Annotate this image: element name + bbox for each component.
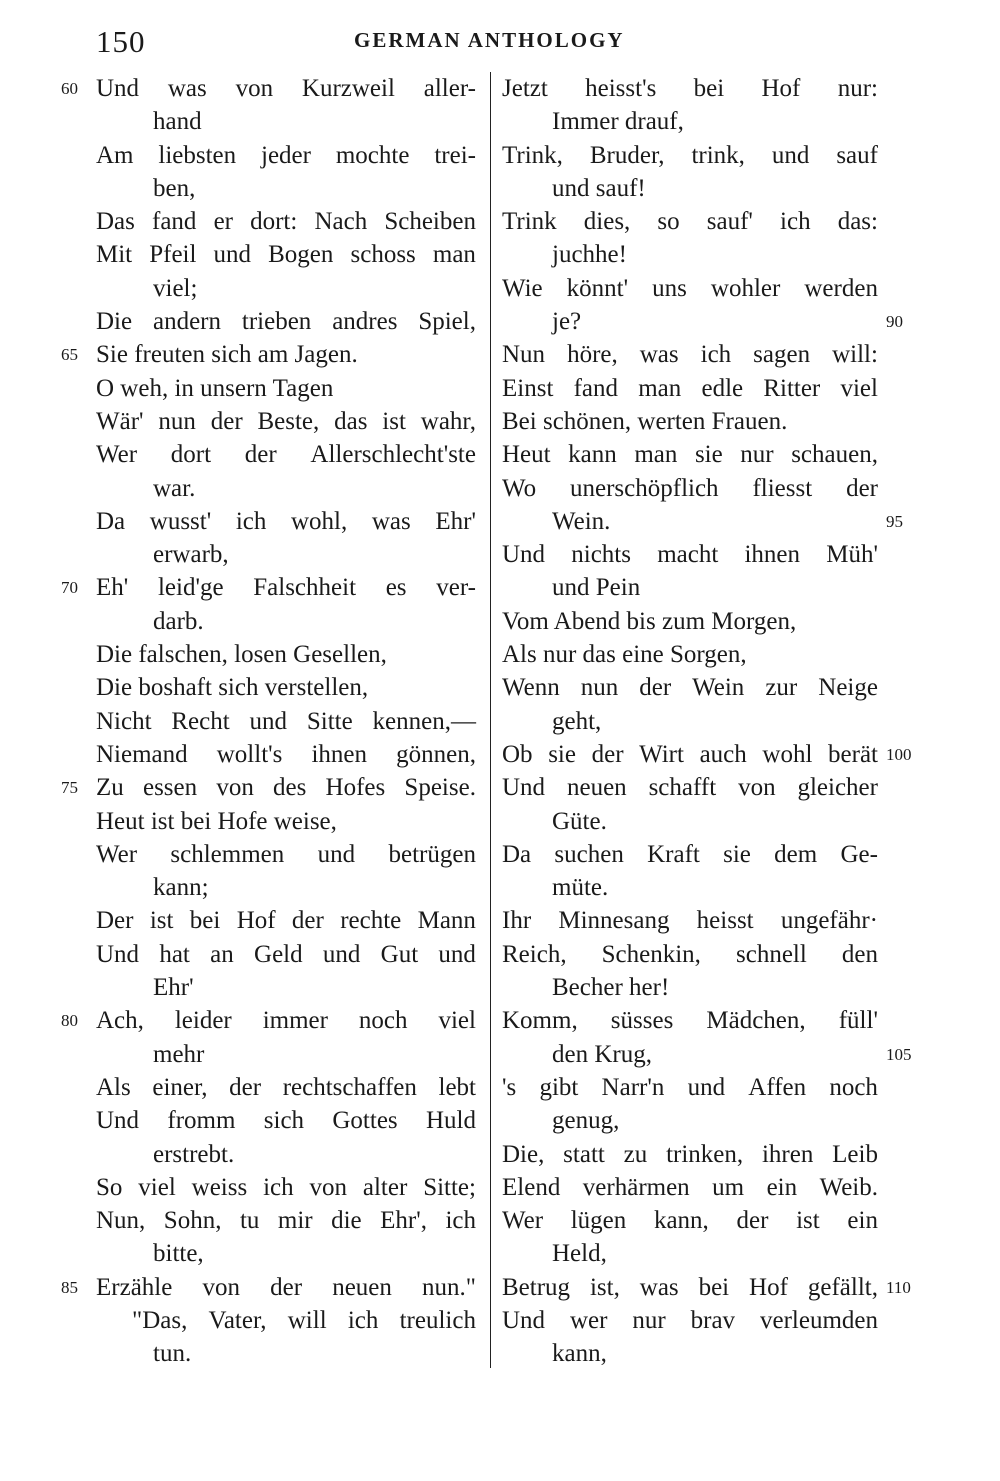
poem-line — [0, 139, 490, 172]
line-number: 60 — [61, 79, 78, 98]
line-text: Die, statt zu trinken, ihren Leib — [502, 1140, 878, 1168]
poem-line — [0, 1071, 490, 1104]
poem-line — [0, 438, 490, 471]
line-text: Vom Abend bis zum Morgen, — [502, 607, 797, 635]
poem-line — [0, 1104, 490, 1137]
poem-line — [490, 904, 1000, 937]
poem-line — [490, 372, 1000, 405]
line-text: Da suchen Kraft sie dem Ge- — [502, 840, 878, 868]
line-text: Wein. — [552, 507, 611, 535]
poem-line — [0, 838, 490, 871]
line-text: Reich, Schenkin, schnell den — [502, 940, 878, 968]
line-number: 65 — [61, 345, 78, 365]
line-text: Güte. — [552, 807, 607, 835]
line-text: 's gibt Narr'n und Affen noch — [502, 1073, 878, 1101]
running-head: GERMAN ANTHOLOGY — [354, 28, 625, 52]
line-text: Wenn nun der Wein zur Neige — [502, 674, 878, 702]
line-text: Eh' leid'ge Falschheit es ver- — [96, 574, 476, 602]
line-text: je? — [552, 308, 582, 336]
line-text: kann; — [153, 874, 209, 902]
line-text: ben, — [153, 174, 196, 202]
poem-line — [490, 1237, 1000, 1270]
line-text: viel; — [153, 274, 198, 302]
poem-line — [490, 1171, 1000, 1204]
poem-line — [0, 105, 490, 138]
line-text: Komm, süsses Mädchen, füll' — [502, 1007, 878, 1035]
poem-line — [0, 472, 490, 505]
line-text: Nicht Recht und Sitte kennen,— — [96, 707, 476, 735]
poem-line — [490, 805, 1000, 838]
poem-line — [490, 238, 1000, 271]
poem-line — [490, 1204, 1000, 1237]
poem-line — [490, 738, 1000, 771]
line-text: Als einer, der rechtschaffen lebt — [96, 1073, 476, 1101]
poem-line — [490, 671, 1000, 704]
poem-line — [0, 205, 490, 238]
line-text: "Das, Vater, will ich treulich — [132, 1306, 476, 1334]
poem-line — [490, 172, 1000, 205]
line-number: 100 — [886, 744, 912, 764]
line-text: Am liebsten jeder mochte trei- — [96, 141, 476, 169]
poem-line — [0, 705, 490, 738]
poem-line — [0, 238, 490, 271]
poem-line — [490, 505, 1000, 538]
line-text: Trink, Bruder, trink, und sauf — [502, 141, 878, 169]
poem-line — [0, 1271, 490, 1304]
poem-line — [0, 871, 490, 904]
poem-line — [490, 605, 1000, 638]
poem-line — [490, 571, 1000, 604]
line-text: Held, — [552, 1240, 607, 1268]
line-text: Wär' nun der Beste, das ist wahr, — [96, 407, 476, 435]
line-text: Und hat an Geld und Gut und — [96, 940, 476, 968]
poem-line — [490, 472, 1000, 505]
line-text: Ob sie der Wirt auch wohl berät — [502, 740, 878, 768]
poem-line — [0, 338, 490, 371]
line-number: 110 — [886, 1277, 911, 1297]
poem-line — [490, 105, 1000, 138]
line-number: 95 — [886, 511, 903, 531]
poem-line — [490, 1304, 1000, 1337]
poem-line — [0, 1138, 490, 1171]
poem-line — [0, 372, 490, 405]
poem-line — [490, 1104, 1000, 1137]
poem-line — [0, 1337, 490, 1370]
line-text: Elend verhärmen um ein Weib. — [502, 1173, 878, 1201]
line-text: Immer drauf, — [552, 108, 684, 136]
poem-line — [0, 305, 490, 338]
line-text: Und nichts macht ihnen Müh' — [502, 541, 878, 569]
line-text: Nun, Sohn, tu mir die Ehr', ich — [96, 1207, 476, 1235]
line-text: Wie könnt' uns wohler werden — [502, 274, 878, 302]
poem-line — [490, 1004, 1000, 1037]
poem-line — [0, 638, 490, 671]
page-header — [0, 22, 1000, 59]
poem-line — [490, 871, 1000, 904]
poem-line — [0, 1304, 490, 1337]
line-text: Die andern trieben andres Spiel, — [96, 308, 476, 336]
line-text: Und was von Kurzweil aller- — [96, 75, 476, 102]
line-text: kann, — [552, 1340, 607, 1368]
line-text: Wer dort der Allerschlecht'ste — [96, 441, 476, 469]
line-text: Bei schönen, werten Frauen. — [502, 407, 788, 435]
line-number: 75 — [61, 778, 78, 798]
line-number: 70 — [61, 578, 78, 598]
line-text: Und wer nur brav verleumden — [502, 1306, 878, 1334]
line-text: Als nur das eine Sorgen, — [502, 641, 747, 669]
line-text: Mit Pfeil und Bogen schoss man — [96, 241, 476, 269]
poem-line — [0, 1171, 490, 1204]
poem-line — [490, 538, 1000, 571]
line-text: Wer schlemmen und betrügen — [96, 840, 476, 868]
line-text: Und fromm sich Gottes Huld — [96, 1107, 476, 1135]
line-text: müte. — [552, 874, 609, 902]
line-text: bitte, — [153, 1240, 204, 1268]
line-text: Die boshaft sich verstellen, — [96, 674, 369, 702]
line-number: 80 — [61, 1011, 78, 1031]
poem-line — [490, 1271, 1000, 1304]
left-column — [0, 72, 490, 1371]
poem-line — [0, 538, 490, 571]
line-text: Erzähle von der neuen nun." — [96, 1273, 476, 1301]
poem-line — [0, 771, 490, 804]
line-text: geht, — [552, 707, 602, 735]
poem-line — [490, 338, 1000, 371]
poem-line — [0, 971, 490, 1004]
line-text: O weh, in unsern Tagen — [96, 374, 334, 402]
line-text: erwarb, — [153, 541, 229, 569]
poem-line — [490, 638, 1000, 671]
poem-line — [490, 272, 1000, 305]
poem-line — [0, 1004, 490, 1037]
line-text: war. — [153, 474, 196, 502]
poem-line — [490, 139, 1000, 172]
poem-line — [0, 571, 490, 604]
line-text: Einst fand man edle Ritter viel — [502, 374, 878, 402]
poem-line — [490, 705, 1000, 738]
poem-line — [490, 405, 1000, 438]
poem-line — [0, 405, 490, 438]
line-number: 105 — [886, 1044, 912, 1064]
poem-line — [490, 305, 1000, 338]
poem-line — [0, 72, 490, 105]
line-text: Ehr' — [153, 974, 194, 1002]
line-text: mehr — [153, 1040, 205, 1068]
poem-line — [490, 971, 1000, 1004]
line-text: So viel weiss ich von alter Sitte; — [96, 1173, 476, 1201]
line-text: Die falschen, losen Gesellen, — [96, 641, 387, 669]
poem-line — [0, 172, 490, 205]
line-number: 85 — [61, 1277, 78, 1297]
line-text: erstrebt. — [153, 1140, 235, 1168]
line-text: Becher her! — [552, 974, 670, 1002]
line-text: hand — [153, 108, 202, 136]
poem-line — [490, 438, 1000, 471]
line-text: Heut ist bei Hofe weise, — [96, 807, 337, 835]
line-text: Betrug ist, was bei Hof gefällt, — [502, 1273, 878, 1301]
line-text: Heut kann man sie nur schauen, — [502, 441, 878, 469]
right-column — [490, 72, 1000, 1371]
line-text: Nun höre, was ich sagen will: — [502, 341, 878, 369]
poem-line — [0, 738, 490, 771]
line-text: Ihr Minnesang heisst ungefähr· — [502, 907, 878, 935]
line-text: den Krug, — [552, 1040, 652, 1068]
poem-line — [0, 1204, 490, 1237]
poem-line — [0, 938, 490, 971]
poem-line — [490, 1138, 1000, 1171]
page-number: 150 — [96, 24, 146, 59]
line-text: Ach, leider immer noch viel — [96, 1007, 476, 1035]
poem-line — [0, 805, 490, 838]
line-text: Jetzt heisst's bei Hof nur: — [502, 75, 878, 102]
poem-line — [490, 771, 1000, 804]
poem-line — [0, 605, 490, 638]
line-text: Das fand er dort: Nach Scheiben — [96, 208, 476, 236]
poem-line — [490, 205, 1000, 238]
line-text: Und neuen schafft von gleicher — [502, 774, 878, 802]
poem-line — [490, 1337, 1000, 1370]
line-text: Wo unerschöpflich fliesst der — [502, 474, 878, 502]
line-text: und Pein — [552, 574, 641, 602]
line-text: Da wusst' ich wohl, was Ehr' — [96, 507, 476, 535]
poem-line — [490, 938, 1000, 971]
line-text: Wer lügen kann, der ist ein — [502, 1207, 878, 1235]
poem-line — [0, 505, 490, 538]
poem-line — [0, 904, 490, 937]
poem-line — [490, 838, 1000, 871]
line-text: Der ist bei Hof der rechte Mann — [96, 907, 476, 935]
line-text: darb. — [153, 607, 204, 635]
line-text: Trink dies, so sauf' ich das: — [502, 208, 878, 236]
line-text: Niemand wollt's ihnen gönnen, — [96, 740, 476, 768]
line-text: juchhe! — [552, 241, 627, 269]
line-text: Sie freuten sich am Jagen. — [96, 341, 358, 369]
poem-line — [490, 1071, 1000, 1104]
line-text: und sauf! — [552, 174, 646, 202]
poem-line — [0, 272, 490, 305]
line-text: tun. — [153, 1340, 192, 1368]
poem-line — [490, 1038, 1000, 1071]
line-number: 90 — [886, 312, 903, 332]
line-text: Zu essen von des Hofes Speise. — [96, 774, 476, 802]
poem-line — [0, 671, 490, 704]
poem-line — [490, 72, 1000, 105]
line-text: genug, — [552, 1107, 620, 1135]
poem-line — [0, 1038, 490, 1071]
poem-line — [0, 1237, 490, 1270]
